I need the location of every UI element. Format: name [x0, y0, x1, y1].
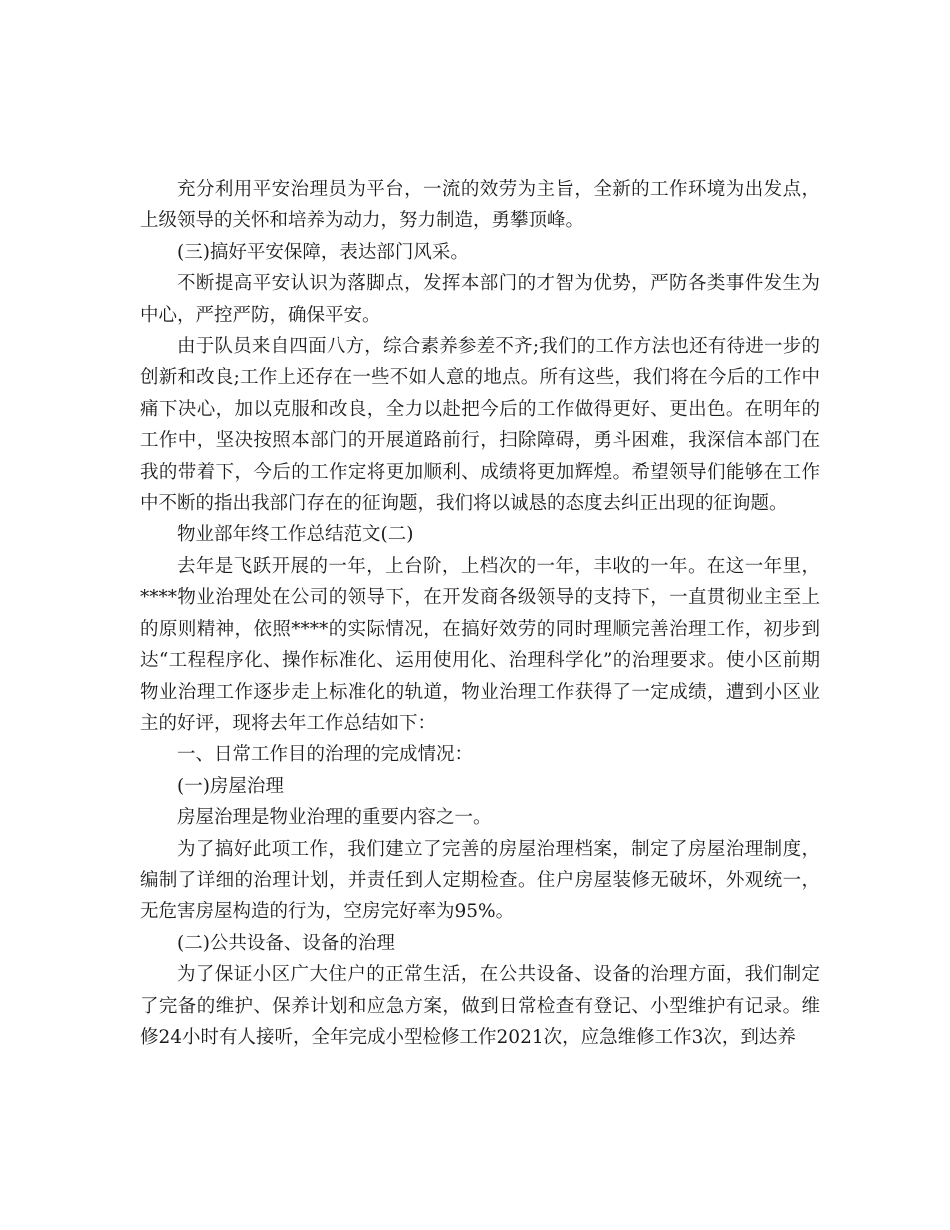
document-subtitle: 物业部年终工作总结范文(二) — [177, 524, 414, 546]
paragraph: 为了保证小区广大住户的正常生活，在公共设备、设备的治理方面，我们制定了完备的维护、保养计划和应急方案，做到日常检查有登记、小型维护有记录。维修24小时有人接听，全年完成小型检修工作2021次，应急维修工作3次，到达养 — [140, 964, 820, 1048]
section-heading: (三)搞好平安保障，表达部门风采。 — [177, 241, 469, 263]
paragraph: 不断提高平安认识为落脚点，发挥本部门的才智为优势，严防各类事件发生为中心，严控严防，确保平安。 — [140, 273, 820, 326]
paragraph: 由于队员来自四面八方，综合素养参差不齐;我们的工作方法也还有待进一步的创新和改良;工作上还存在一些不如人意的地点。所有这些，我们将在今后的工作中痛下决心，加以克服和改良，全力以赴把今后的工作做得更好、更出色。在明年的工作中，坚决按照本部门的开展道路前行，扫除障碍，勇斗困难，我深信本部门在我的带着下，今后的工作定将更加顺利、成绩将更加辉煌。希望领导们能够在工作中不断的指出我部门存在的征询题，我们将以诚恳的态度去纠正出现的征询题。 — [140, 336, 820, 515]
section-heading: (一)房屋治理 — [177, 775, 284, 797]
section-heading: 一、日常工作目的治理的完成情况： — [177, 744, 474, 766]
section-heading: (二)公共设备、设备的治理 — [177, 932, 395, 954]
paragraph: 充分利用平安治理员为平台，一流的效劳为主旨，全新的工作环境为出发点，上级领导的关怀和培养为动力，努力制造，勇攀顶峰。 — [140, 179, 820, 232]
body-text — [140, 174, 820, 1053]
paragraph: 为了搞好此项工作，我们建立了完善的房屋治理档案，制定了房屋治理制度，编制了详细的治理计划，并责任到人定期检查。住户房屋装修无破坏，外观统一，无危害房屋构造的行为，空房完好率为95%。 — [140, 838, 820, 923]
paragraph: 去年是飞跃开展的一年，上台阶，上档次的一年，丰收的一年。在这一年里，****物业治理处在公司的领导下，在开发商各级领导的支持下，一直贯彻业主至上的原则精神，依照****的实际情况，在搞好效劳的同时理顺完善治理工作，初步到达“工程程序化、操作标准化、运用使用化、治理科学化”的治理要求。使小区前期物业治理工作逐步走上标准化的轨道，物业治理工作获得了一定成绩，遭到小区业主的好评，现将去年工作总结如下： — [140, 555, 820, 734]
paragraph: 房屋治理是物业治理的重要内容之一。 — [177, 807, 492, 829]
